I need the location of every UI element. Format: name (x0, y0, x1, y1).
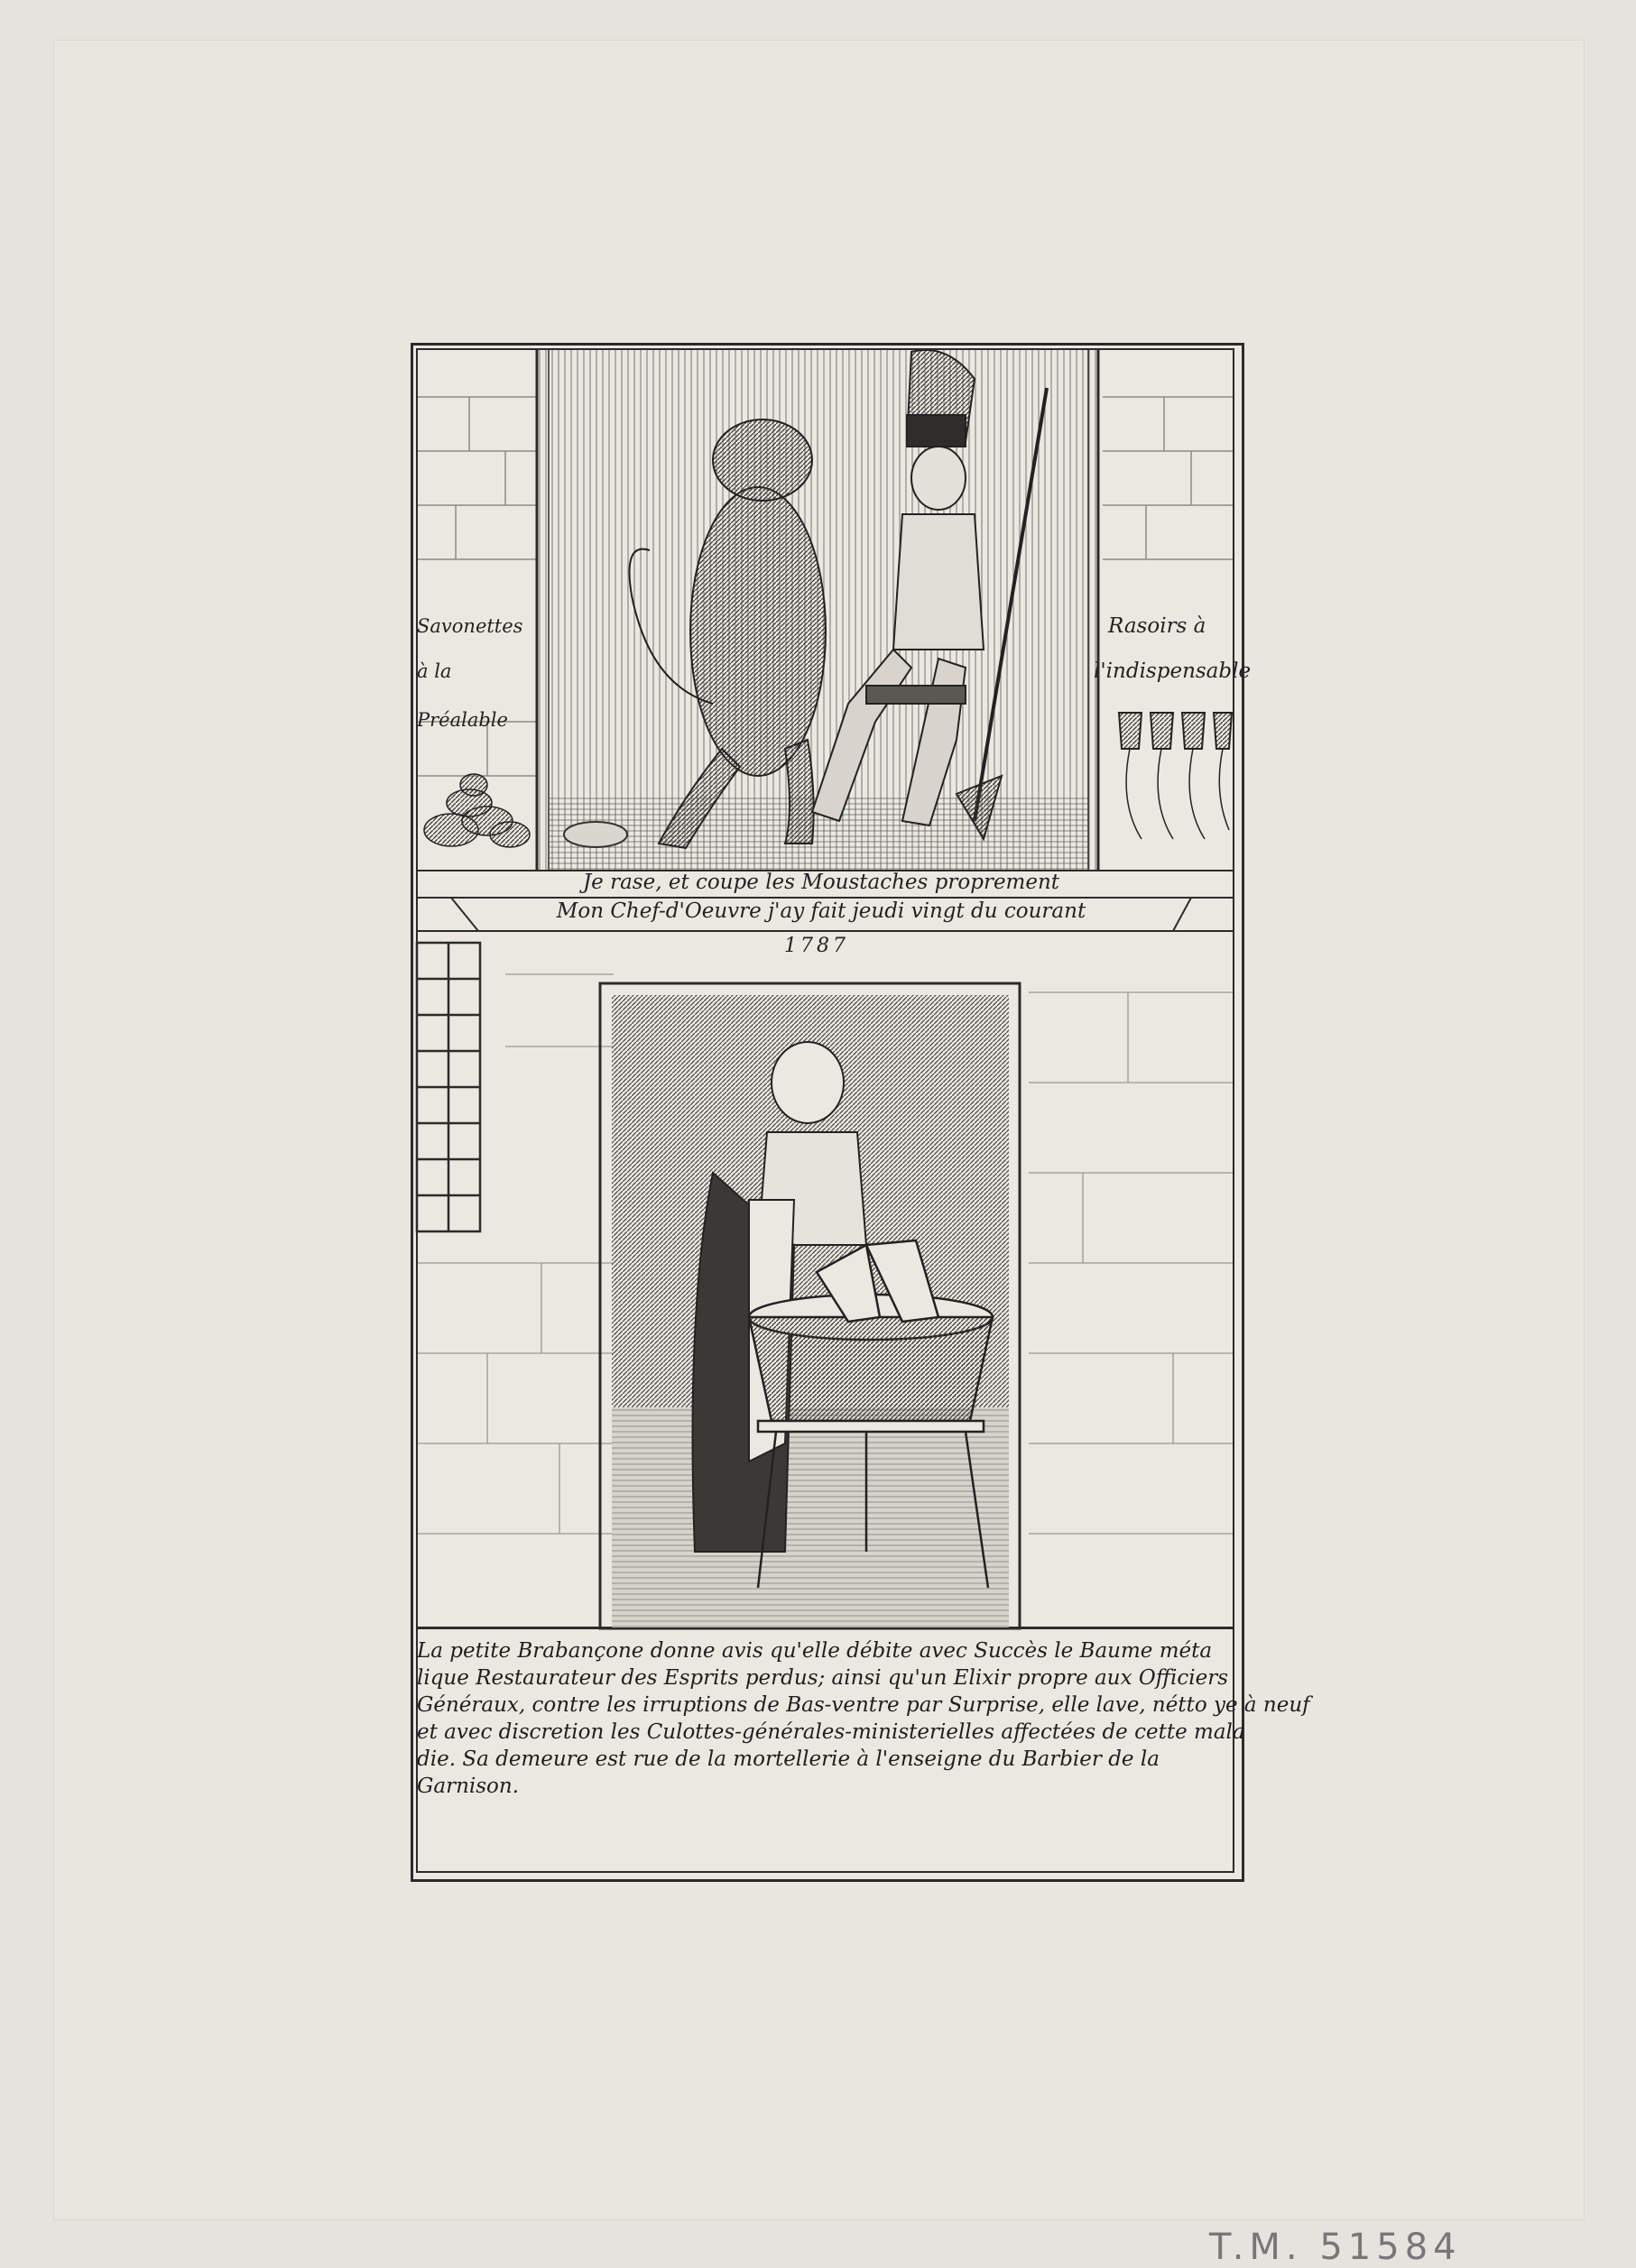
text-line: die. Sa demeure est rue de la mortellerie à l'enseigne du Barbier de la (417, 1747, 1160, 1771)
razor-label-line-2: l'indispensable (1094, 659, 1252, 683)
cornice-caption-line-1: Je rase, et coupe les Moustaches proprement (582, 871, 1060, 894)
text-line: La petite Brabançone donne avis qu'elle débite avec Succès le Baume méta (417, 1639, 1213, 1663)
text-line: Généraux, contre les irruptions de Bas-ventre par Surprise, elle lave, nétto ye à neuf (417, 1693, 1310, 1717)
soap-label-line-1: Savonettes (417, 615, 523, 637)
date-year: 1787 (784, 935, 849, 957)
advertisement-text (417, 1637, 1310, 1800)
soap-label-line-2: à la Préalable (417, 660, 508, 731)
razor-label-line-1: Rasoirs à (1108, 614, 1206, 638)
text-line: lique Restaurateur des Esprits perdus; ainsi qu'un Elixir propre aux Officiers (417, 1666, 1228, 1690)
inventory-mark: T.M. 51584 (1209, 2227, 1462, 2268)
bottom-panel (417, 931, 1234, 1628)
cornice-caption-line-2: Mon Chef-d'Oeuvre j'ay fait jeudi vingt du courant (556, 899, 1086, 923)
text-line: et avec discretion les Culottes-générales-ministerielles affectées de cette mala (417, 1720, 1245, 1744)
text-line: Garnison. (417, 1775, 520, 1798)
